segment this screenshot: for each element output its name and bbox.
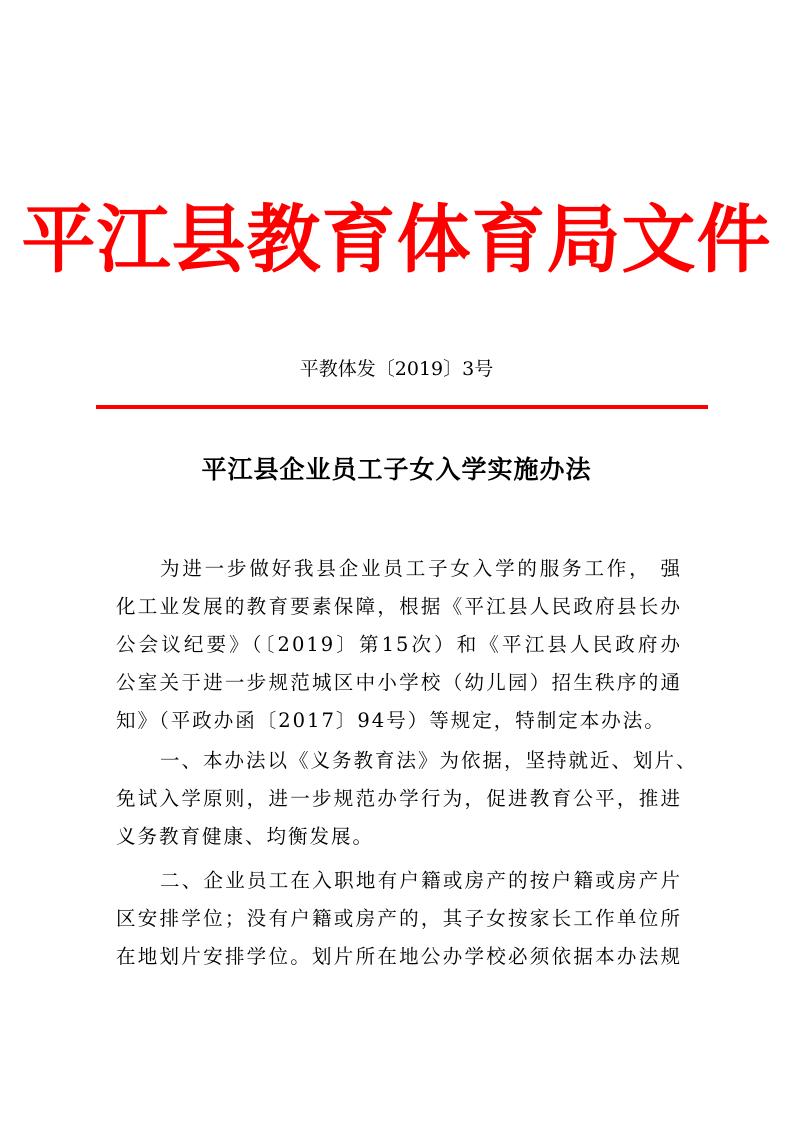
paragraph-line: 在地划片安排学位。划片所在地公办学校必须依据本办法规 (116, 945, 682, 968)
paragraph-line: 免试入学原则，进一步规范办学行为，促进教育公平，推进 (116, 787, 682, 810)
paragraph-line: 一、本办法以《义务教育法》为依据，坚持就近、划片、 (160, 749, 698, 772)
document-title: 平江县企业员工子女入学实施办法 (201, 455, 592, 484)
paragraph-line: 二、企业员工在入职地有户籍或房产的按户籍或房产片 (160, 869, 682, 892)
paragraph-article-2 (116, 862, 682, 976)
paragraph-line: 为进一步做好我县企业员工子女入学的服务工作， 强 (160, 557, 682, 580)
paragraph-line: 公室关于进一步规范城区中小学校（幼儿园）招生秩序的通 (116, 671, 682, 694)
paragraph-article-1 (116, 742, 698, 856)
document-masthead: 平江县教育体育局文件 (21, 197, 772, 283)
paragraph-intro (116, 550, 682, 740)
red-divider-line (96, 405, 708, 409)
paragraph-line: 化工业发展的教育要素保障，根据《平江县人民政府县长办 (116, 595, 682, 618)
paragraph-line: 义务教育健康、均衡发展。 (116, 825, 375, 848)
document-number: 平教体发〔2019〕3号 (299, 358, 494, 380)
paragraph-line: 区安排学位；没有户籍或房产的，其子女按家长工作单位所 (116, 907, 682, 930)
paragraph-line: 公会议纪要》（〔2019〕第15次）和《平江县人民政府办 (116, 633, 682, 656)
document-body (116, 550, 698, 976)
paragraph-line: 知》（平政办函〔2017〕94号）等规定，特制定本办法。 (116, 709, 666, 732)
